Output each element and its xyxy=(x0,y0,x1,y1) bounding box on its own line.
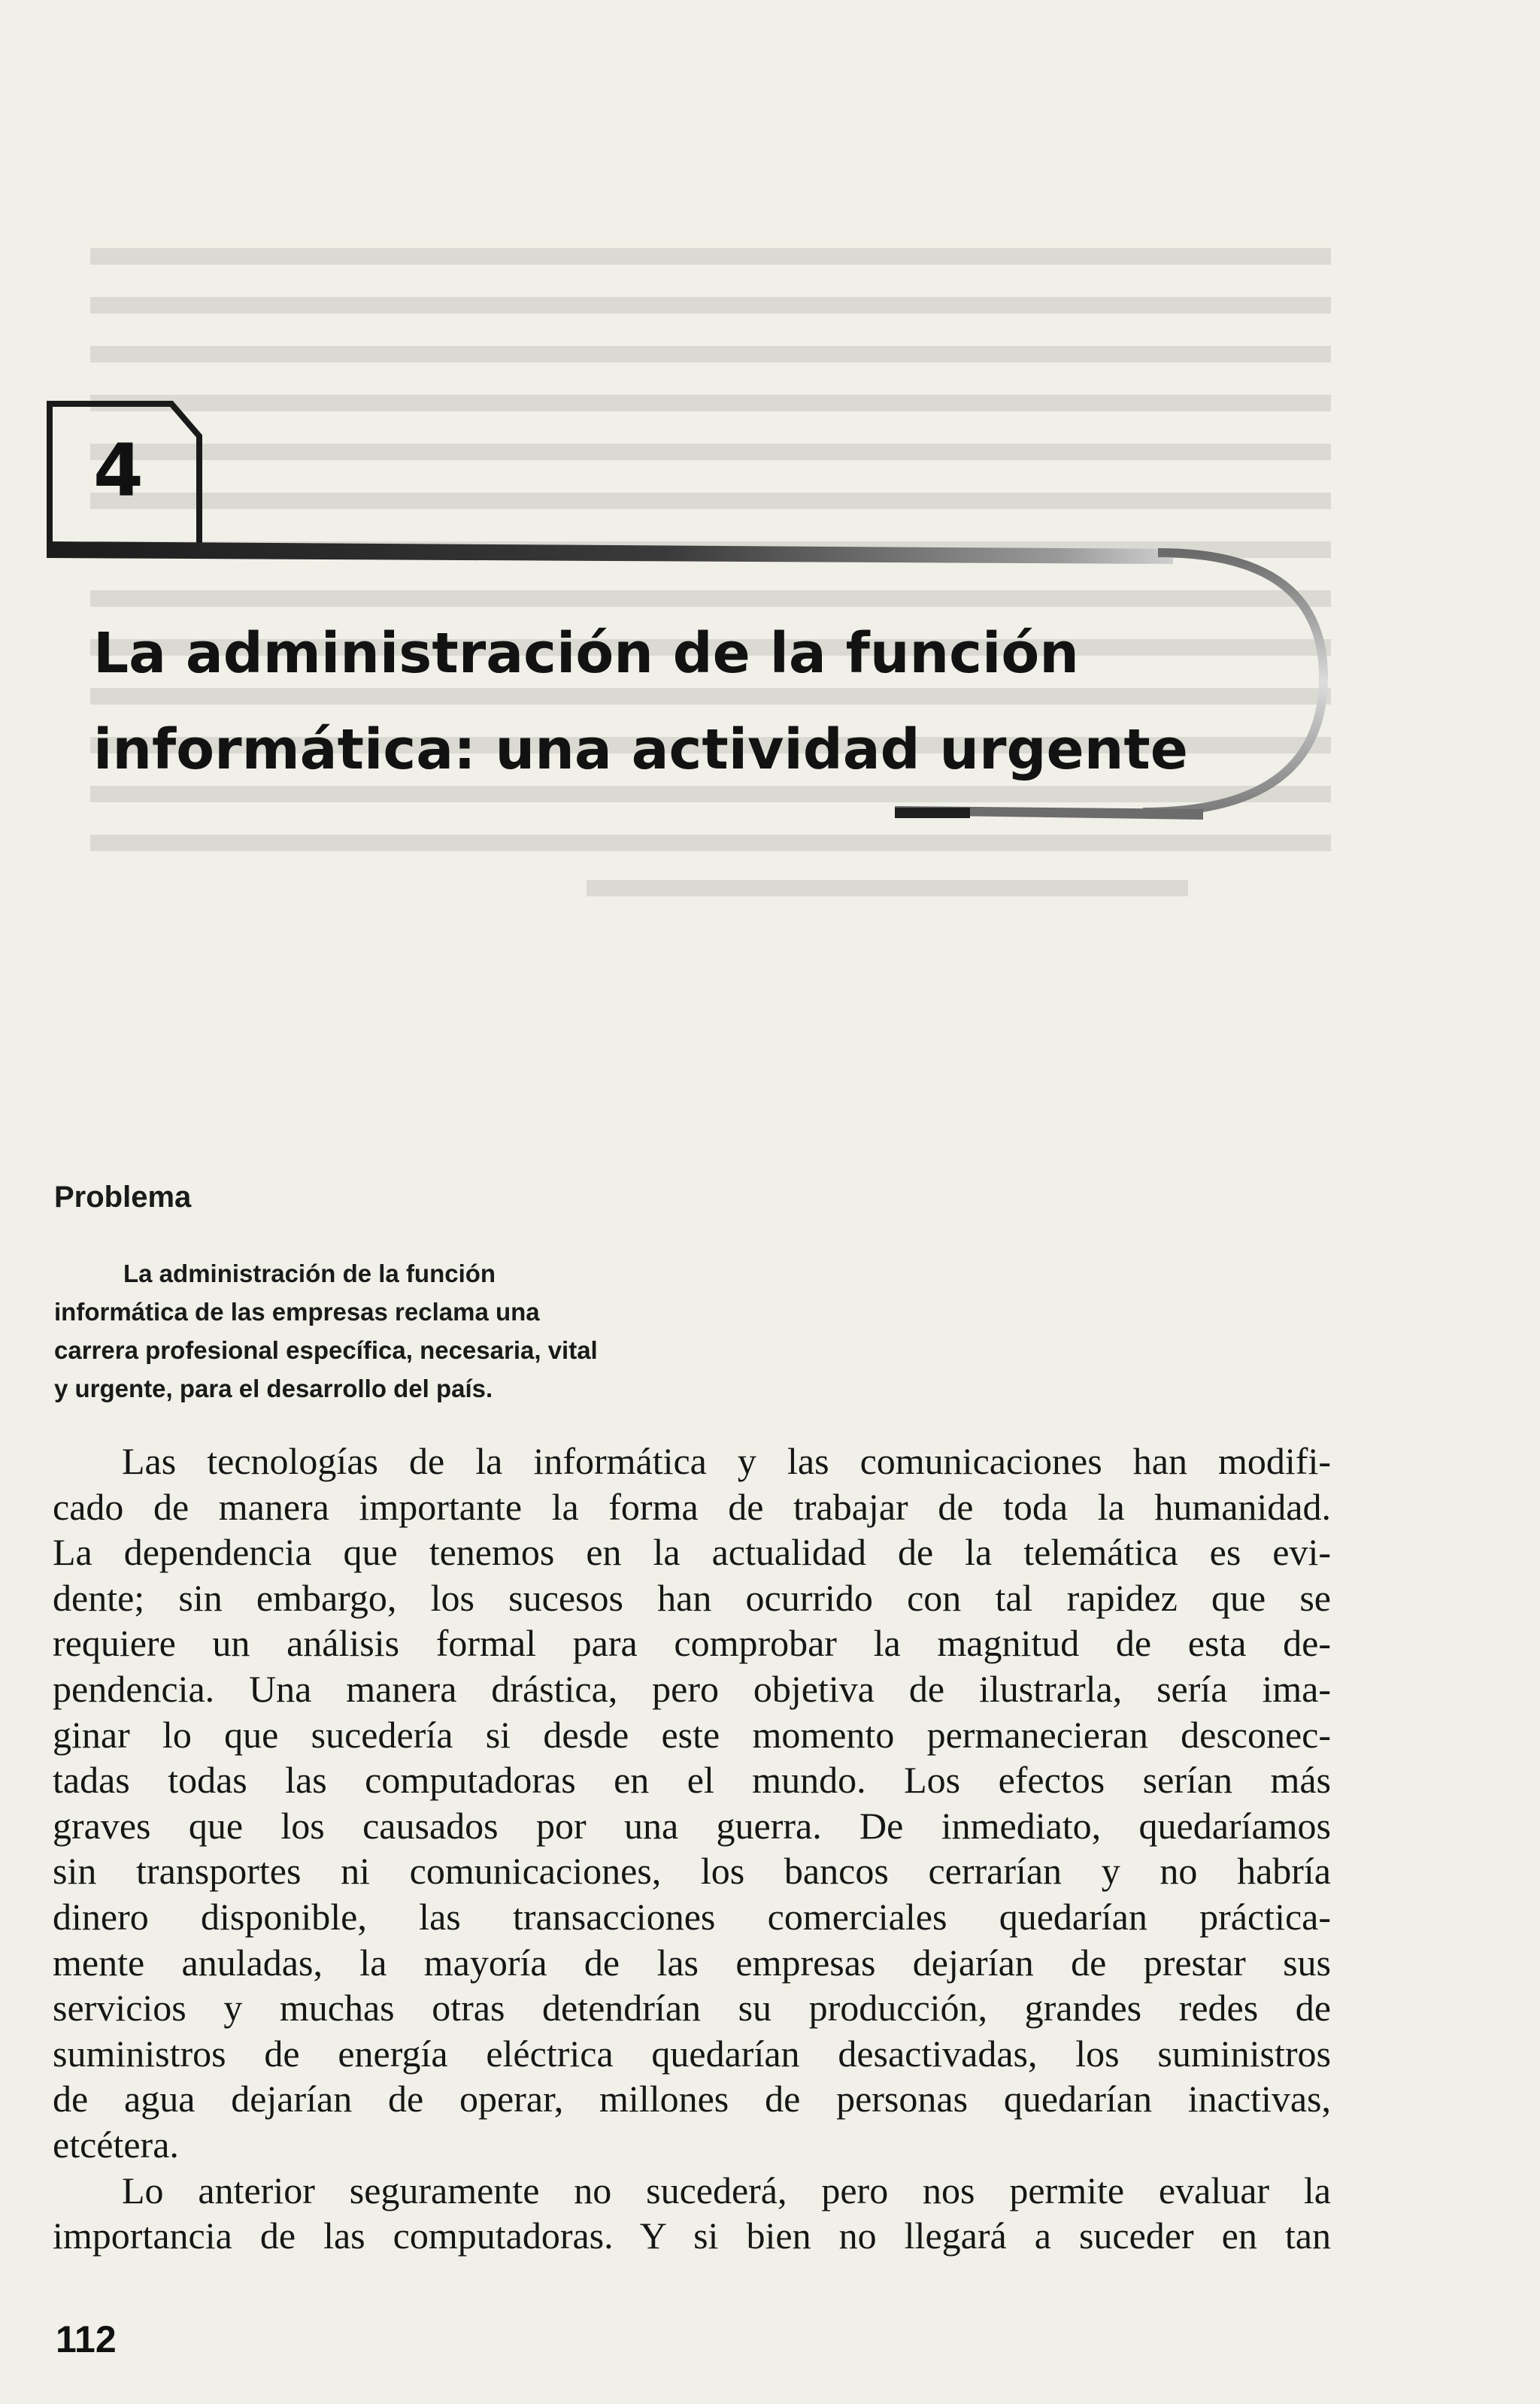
chapter-title xyxy=(93,605,1296,798)
problem-line: La administración de la función xyxy=(123,1260,496,1287)
text-line: pendencia. Una manera drástica, pero objetiva de ilustrarla, sería ima- xyxy=(53,1667,1331,1710)
paragraph-1 xyxy=(53,1438,1331,2168)
page-number: 112 xyxy=(56,2318,117,2360)
problem-heading: Problema xyxy=(54,1181,192,1214)
chapter-title-line-2: informática: una actividad urgente xyxy=(93,717,1188,782)
chapter-title-line-1: La administración de la función xyxy=(93,621,1079,686)
text-line: sin transportes ni comunicaciones, los bancos cerrarían y no habría xyxy=(53,1850,1331,1893)
text-line: de agua dejarían de operar, millones de personas quedarían inactivas, xyxy=(53,2078,1331,2121)
text-line: etcétera. xyxy=(53,2123,179,2166)
chapter-number: 4 xyxy=(93,429,144,513)
text-line: suministros de energía eléctrica quedarían desactivadas, los suministros xyxy=(53,2032,1331,2075)
text-line: ginar lo que sucedería si desde este momento permanecieran desconec- xyxy=(53,1713,1331,1756)
text-line: dinero disponible, las transacciones comerciales quedarían práctica- xyxy=(53,1895,1331,1938)
text-line: servicios y muchas otras detendrían su producción, grandes redes de xyxy=(53,1987,1331,2030)
problem-statement xyxy=(54,1254,701,1408)
problem-line: informática de las empresas reclama una xyxy=(54,1298,540,1326)
text-line: Las tecnologías de la informática y las comunicaciones han modifi- xyxy=(122,1440,1331,1482)
text-line: requiere un análisis formal para comprobar la magnitud de esta de- xyxy=(53,1622,1331,1665)
text-line: tadas todas las computadoras en el mundo. Los efectos serían más xyxy=(53,1759,1331,1802)
paragraph-2 xyxy=(53,2168,1331,2259)
text-line: Lo anterior seguramente no sucederá, pero nos permite evaluar la xyxy=(122,2169,1331,2211)
text-line: dente; sin embargo, los sucesos han ocurrido con tal rapidez que se xyxy=(53,1576,1331,1619)
body-text xyxy=(53,1438,1331,2259)
problem-line: carrera profesional específica, necesaria, vital xyxy=(54,1336,598,1364)
text-line: La dependencia que tenemos en la actualidad de la telemática es evi- xyxy=(53,1531,1331,1574)
text-line: mente anuladas, la mayoría de las empresas dejarían de prestar sus xyxy=(53,1941,1331,1984)
text-line: graves que los causados por una guerra. De inmediato, quedaríamos xyxy=(53,1804,1331,1847)
problem-line: y urgente, para el desarrollo del país. xyxy=(54,1375,493,1402)
text-line: cado de manera importante la forma de trabajar de toda la humanidad. xyxy=(53,1485,1331,1528)
text-line: importancia de las computadoras. Y si bien no llegará a suceder en tan xyxy=(53,2215,1331,2257)
